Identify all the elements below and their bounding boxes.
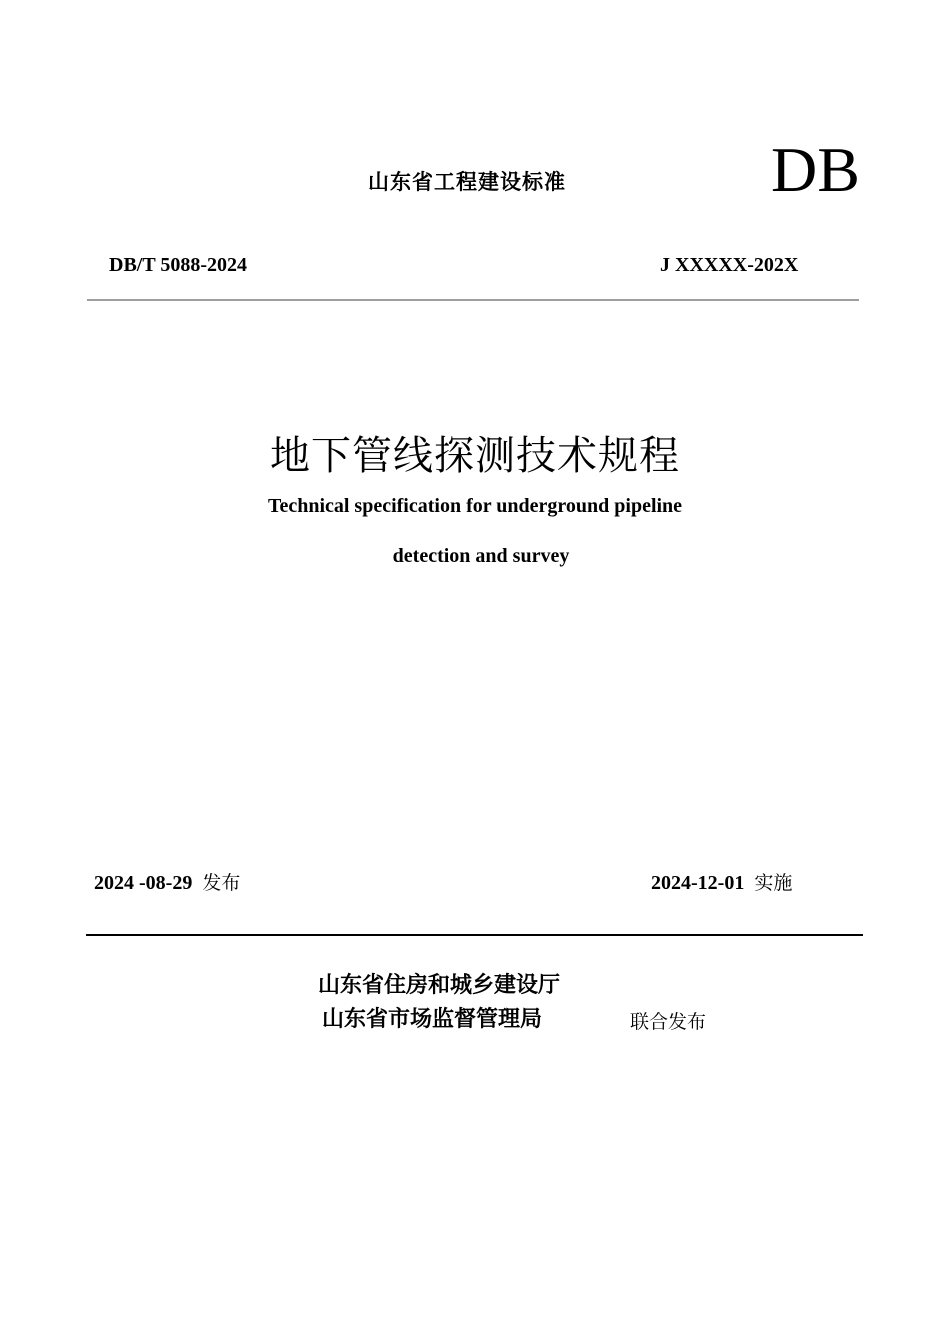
- standard-number: DB/T 5088-2024: [109, 254, 247, 276]
- issue-date-block: [94, 868, 240, 895]
- title-english-line1: Technical specification for underground pipeline: [267, 495, 683, 517]
- issue-date: 2024 -08-29: [94, 872, 193, 894]
- title-chinese: 地下管线探测技术规程: [270, 433, 680, 479]
- db-mark: DB: [771, 134, 860, 205]
- record-number: J XXXXX-202X: [660, 254, 799, 276]
- top-divider: [87, 299, 859, 301]
- issue-label: 发布: [202, 872, 241, 894]
- effective-date-block: [651, 868, 792, 895]
- issuer-agency-1: 山东省住房和城乡建设厅: [318, 973, 561, 998]
- series-title: 山东省工程建设标准: [368, 170, 566, 194]
- effective-label: 实施: [754, 872, 793, 894]
- joint-issue-label: 联合发布: [630, 1011, 707, 1033]
- effective-date: 2024-12-01: [651, 872, 745, 894]
- issuer-agency-2: 山东省市场监督管理局: [322, 1007, 543, 1032]
- bottom-divider: [86, 934, 863, 936]
- title-english-line2: detection and survey: [392, 545, 570, 567]
